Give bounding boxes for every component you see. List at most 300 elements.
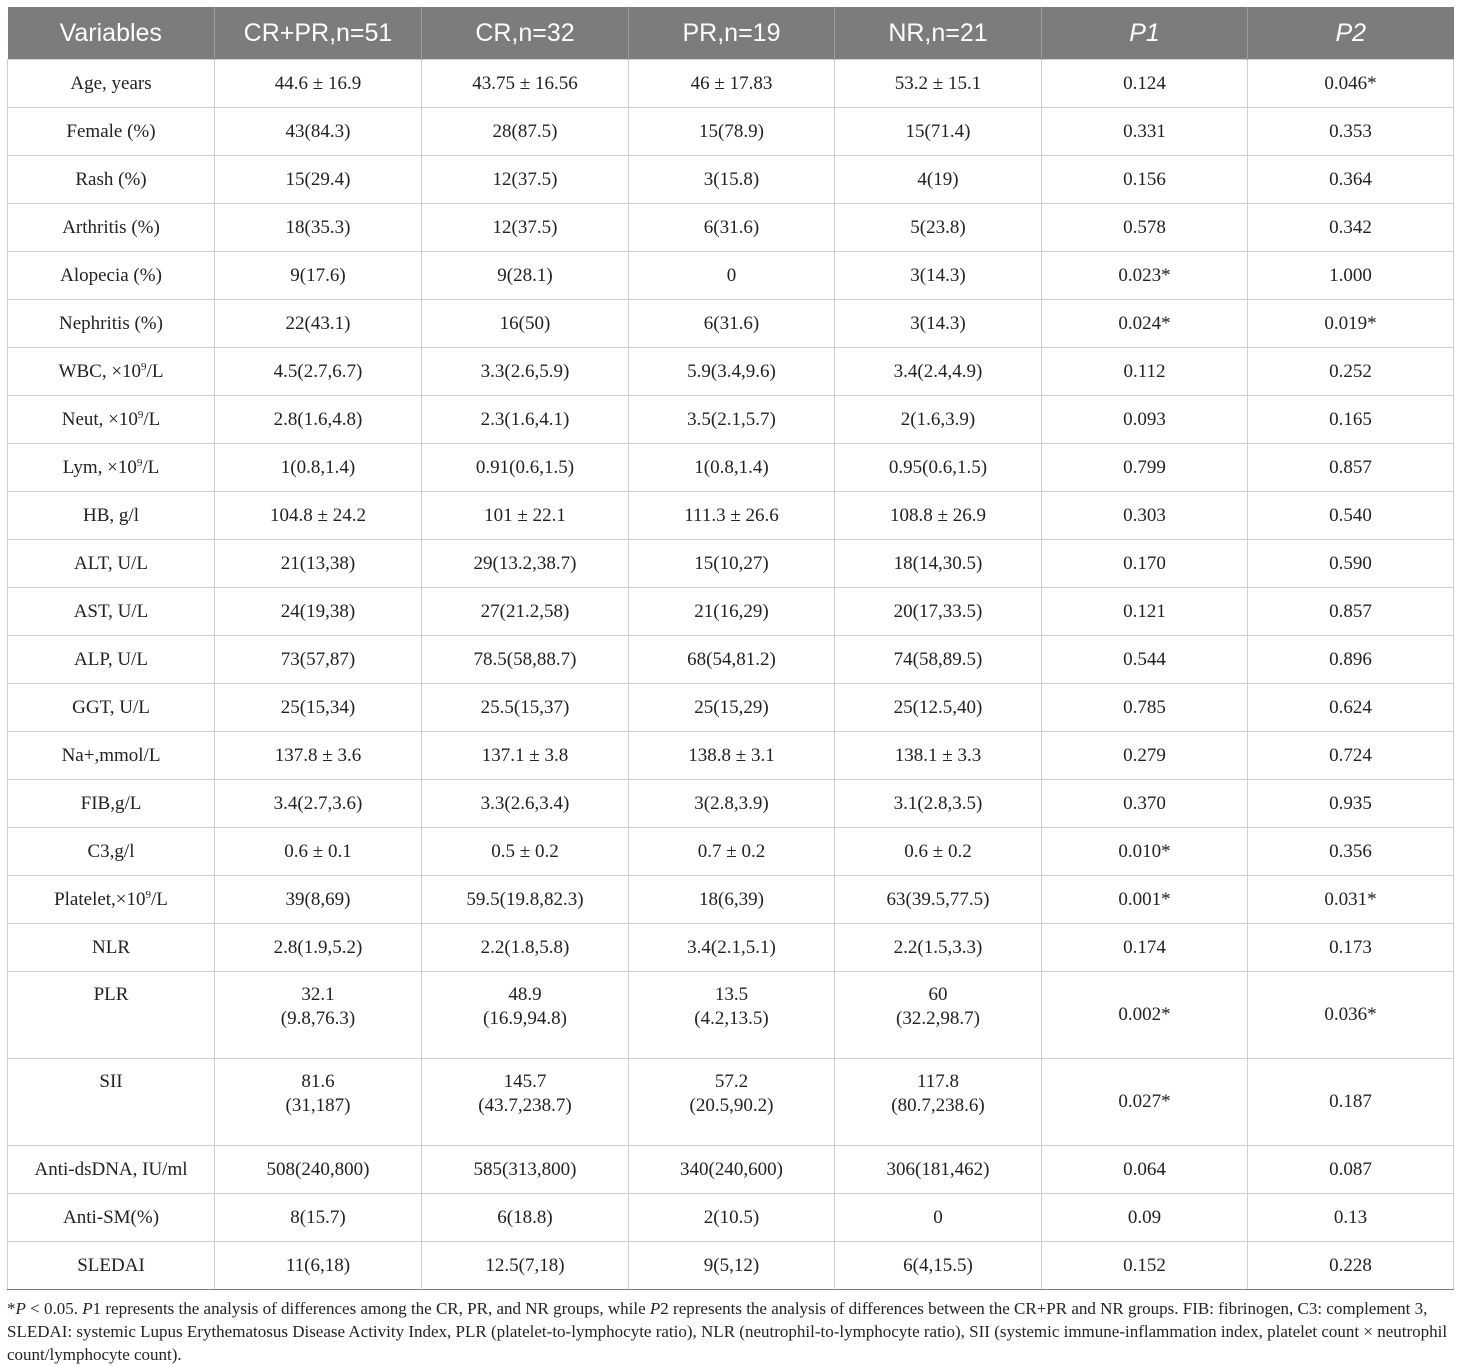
value-line: 6(31.6): [703, 312, 760, 334]
row-variable-name: [8, 348, 215, 396]
value-line: 585(313,800): [473, 1158, 577, 1180]
p1-value-cell: 0.024*: [1042, 300, 1248, 348]
value-cell-nr: [835, 684, 1042, 732]
value-line: 27(21.2,58): [480, 600, 570, 622]
value-range-line: (4.2,13.5): [694, 1008, 769, 1029]
value-range-line: (31,187): [285, 1095, 351, 1116]
value-line: 13.5: [714, 984, 749, 1005]
value-cell-cr: [422, 1146, 629, 1194]
value-line: 68(54,81.2): [687, 648, 776, 670]
value-line: 3.1(2.8,3.5): [893, 792, 983, 814]
value-line: 3.3(2.6,5.9): [480, 360, 570, 382]
value-line: 9(28.1): [497, 264, 553, 286]
value-cell-pr: [629, 636, 835, 684]
p1-value-cell: 0.331: [1042, 108, 1248, 156]
variable-label: FIB,g/L: [80, 792, 142, 814]
table-row: [8, 972, 1454, 1059]
value-cell-crpr: [215, 972, 422, 1059]
value-line: 3(15.8): [703, 168, 760, 190]
value-line: 145.7: [503, 1071, 547, 1092]
variable-label: HB, g/l: [83, 504, 139, 526]
value-cell-cr: [422, 876, 629, 924]
value-cell-crpr: [215, 1146, 422, 1194]
table-row: [8, 876, 1454, 924]
variable-label: Neut, ×10: [61, 408, 138, 430]
value-line: 5.9(3.4,9.6): [687, 360, 776, 382]
value-cell-pr: [629, 492, 835, 540]
variable-label: AST, U/L: [73, 600, 149, 622]
value-line: 9(17.6): [290, 264, 346, 286]
footnote-p1-text: 1 represents the analysis of differences among the CR, PR, and NR groups, while: [92, 1299, 650, 1318]
value-cell-crpr: [215, 588, 422, 636]
variable-unit-suffix: /L: [142, 456, 160, 478]
value-line: 3(2.8,3.9): [694, 792, 769, 814]
table-body: [8, 60, 1454, 1290]
value-cell-nr: [835, 636, 1042, 684]
p2-value-cell: 0.087: [1248, 1146, 1454, 1194]
value-line: 306(181,462): [886, 1158, 990, 1180]
value-cell-crpr: [215, 1194, 422, 1242]
variable-label: GGT, U/L: [72, 696, 150, 718]
value-line: 0.5 ± 0.2: [491, 840, 559, 862]
value-line: 12(37.5): [492, 216, 558, 238]
value-cell-nr: [835, 876, 1042, 924]
value-line: 43.75 ± 16.56: [472, 72, 578, 94]
value-line: 12(37.5): [492, 168, 558, 190]
p2-value-cell: 0.857: [1248, 588, 1454, 636]
row-variable-name: [8, 204, 215, 252]
value-line: 48.9: [508, 984, 542, 1005]
variable-label: Female (%): [66, 120, 156, 142]
value-line: 74(58,89.5): [893, 648, 983, 670]
value-line: 8(15.7): [290, 1206, 346, 1228]
value-cell-cr: [422, 972, 629, 1059]
table-row: [8, 348, 1454, 396]
value-line: 29(13.2,38.7): [473, 552, 577, 574]
value-line: 18(6,39): [699, 888, 764, 910]
value-line: 15(29.4): [285, 168, 351, 190]
value-cell-nr: [835, 1146, 1042, 1194]
value-cell-crpr: [215, 828, 422, 876]
table-row: [8, 732, 1454, 780]
value-cell-crpr: [215, 780, 422, 828]
footnote-p-threshold: < 0.05.: [25, 1299, 83, 1318]
table-row: [8, 252, 1454, 300]
table-row: [8, 444, 1454, 492]
value-line: 6(18.8): [497, 1206, 553, 1228]
row-variable-name: [8, 636, 215, 684]
value-cell-cr: [422, 492, 629, 540]
value-line: 25(15,34): [280, 696, 356, 718]
p2-value-cell: 1.000: [1248, 252, 1454, 300]
value-line: 43(84.3): [285, 120, 351, 142]
p1-value-cell: 0.093: [1042, 396, 1248, 444]
value-cell-pr: [629, 1146, 835, 1194]
value-cell-cr: [422, 636, 629, 684]
p2-value-cell: 0.228: [1248, 1242, 1454, 1290]
value-line: 4.5(2.7,6.7): [273, 360, 363, 382]
p1-value-cell: 0.152: [1042, 1242, 1248, 1290]
p1-value-cell: 0.174: [1042, 924, 1248, 972]
value-cell-cr: [422, 156, 629, 204]
p2-value-cell: 0.935: [1248, 780, 1454, 828]
value-line: 18(14,30.5): [893, 552, 983, 574]
value-line: 2.3(1.6,4.1): [480, 408, 570, 430]
p1-value-cell: 0.799: [1042, 444, 1248, 492]
table-row: [8, 108, 1454, 156]
value-cell-pr: [629, 204, 835, 252]
p2-value-cell: 0.857: [1248, 444, 1454, 492]
row-variable-name: [8, 828, 215, 876]
variable-label: ALT, U/L: [74, 552, 148, 574]
value-cell-crpr: [215, 924, 422, 972]
table-row: [8, 1194, 1454, 1242]
value-line: 3.4(2.4,4.9): [893, 360, 983, 382]
value-cell-cr: [422, 828, 629, 876]
value-cell-nr: [835, 444, 1042, 492]
value-cell-crpr: [215, 540, 422, 588]
value-line: 0.7 ± 0.2: [697, 840, 766, 862]
value-cell-pr: [629, 540, 835, 588]
value-cell-cr: [422, 108, 629, 156]
value-cell-nr: [835, 828, 1042, 876]
value-cell-crpr: [215, 732, 422, 780]
p1-value-cell: 0.544: [1042, 636, 1248, 684]
value-line: 18(35.3): [285, 216, 351, 238]
value-cell-nr: [835, 1194, 1042, 1242]
value-range-line: (32.2,98.7): [896, 1008, 980, 1029]
value-cell-cr: [422, 348, 629, 396]
value-cell-pr: [629, 396, 835, 444]
variable-label: NLR: [92, 936, 130, 958]
p1-value-cell: 0.785: [1042, 684, 1248, 732]
header-row: [8, 7, 1454, 60]
value-line: 25(12.5,40): [893, 696, 983, 718]
variable-label: WBC, ×10: [58, 360, 142, 382]
p2-value-cell: 0.046*: [1248, 60, 1454, 108]
value-cell-cr: [422, 540, 629, 588]
value-line: 138.8 ± 3.1: [688, 744, 775, 766]
variable-exponent: 9: [136, 456, 143, 469]
value-cell-cr: [422, 588, 629, 636]
p2-value-cell: 0.724: [1248, 732, 1454, 780]
p2-value-cell: 0.540: [1248, 492, 1454, 540]
variable-label: SLEDAI: [77, 1254, 145, 1276]
row-variable-name: [8, 876, 215, 924]
header-variables: Variables: [8, 7, 215, 60]
value-cell-cr: [422, 252, 629, 300]
value-line: 137.8 ± 3.6: [274, 744, 362, 766]
p1-value-cell: 0.027*: [1042, 1059, 1248, 1146]
row-variable-name: [8, 300, 215, 348]
value-line: 111.3 ± 26.6: [684, 504, 779, 526]
value-line: 60: [928, 984, 948, 1005]
value-line: 2.8(1.9,5.2): [273, 936, 363, 958]
p2-value-cell: 0.624: [1248, 684, 1454, 732]
value-cell-cr: [422, 780, 629, 828]
value-cell-pr: [629, 1242, 835, 1290]
p2-value-cell: 0.353: [1248, 108, 1454, 156]
value-line: 28(87.5): [492, 120, 558, 142]
value-cell-nr: [835, 972, 1042, 1059]
value-line: 44.6 ± 16.9: [274, 72, 362, 94]
value-cell-pr: [629, 156, 835, 204]
table-row: [8, 156, 1454, 204]
value-line: 32.1: [301, 984, 335, 1005]
footnote-p1-symbol: P: [82, 1299, 93, 1318]
row-variable-name: [8, 732, 215, 780]
value-cell-nr: [835, 156, 1042, 204]
value-cell-pr: [629, 1194, 835, 1242]
footnote-star: *: [7, 1299, 16, 1318]
p2-value-cell: 0.364: [1248, 156, 1454, 204]
row-variable-name: [8, 588, 215, 636]
variable-label: Anti-dsDNA, IU/ml: [34, 1158, 188, 1180]
value-cell-pr: [629, 60, 835, 108]
value-line: 2.2(1.5,3.3): [893, 936, 983, 958]
value-line: 73(57,87): [280, 648, 356, 670]
value-cell-cr: [422, 444, 629, 492]
p2-value-cell: 0.252: [1248, 348, 1454, 396]
value-cell-pr: [629, 1059, 835, 1146]
value-cell-nr: [835, 732, 1042, 780]
value-line: 6(4,15.5): [903, 1254, 973, 1276]
table-row: [8, 60, 1454, 108]
value-cell-crpr: [215, 348, 422, 396]
row-variable-name: [8, 1194, 215, 1242]
value-cell-nr: [835, 396, 1042, 444]
value-line: 57.2: [714, 1071, 749, 1092]
value-line: 2(1.6,3.9): [900, 408, 976, 430]
value-line: 22(43.1): [285, 312, 351, 334]
value-cell-nr: [835, 924, 1042, 972]
value-cell-pr: [629, 876, 835, 924]
variable-label: Platelet,×10: [54, 888, 146, 910]
value-line: 3.4(2.1,5.1): [687, 936, 776, 958]
value-cell-nr: [835, 60, 1042, 108]
table-header: [8, 7, 1454, 60]
value-cell-pr: [629, 300, 835, 348]
value-line: 0.91(0.6,1.5): [475, 456, 575, 478]
variable-exponent: 9: [141, 360, 147, 373]
p2-value-cell: 0.187: [1248, 1059, 1454, 1146]
p1-value-cell: 0.010*: [1042, 828, 1248, 876]
variable-unit-suffix: /L: [151, 888, 168, 910]
p1-value-cell: 0.121: [1042, 588, 1248, 636]
variable-label: ALP, U/L: [74, 648, 148, 670]
value-line: 21(16,29): [694, 600, 769, 622]
value-cell-crpr: [215, 396, 422, 444]
value-cell-pr: [629, 444, 835, 492]
variable-label: Rash (%): [75, 168, 147, 190]
value-line: 15(78.9): [699, 120, 764, 142]
value-cell-pr: [629, 684, 835, 732]
value-range-line: (9.8,76.3): [280, 1008, 356, 1029]
row-variable-name: [8, 60, 215, 108]
p1-value-cell: 0.023*: [1042, 252, 1248, 300]
value-line: 0: [726, 264, 737, 286]
header-p1: P1: [1042, 7, 1248, 60]
variable-exponent: 9: [137, 408, 144, 421]
p2-value-cell: 0.356: [1248, 828, 1454, 876]
variable-label: Alopecia (%): [60, 264, 162, 286]
table-row: [8, 588, 1454, 636]
table-row: [8, 204, 1454, 252]
value-line: 25(15,29): [694, 696, 769, 718]
value-cell-crpr: [215, 492, 422, 540]
variable-unit-suffix: /L: [146, 360, 164, 382]
variable-label: C3,g/l: [87, 840, 135, 862]
value-line: 12.5(7,18): [485, 1254, 565, 1276]
value-cell-crpr: [215, 156, 422, 204]
value-cell-crpr: [215, 1242, 422, 1290]
row-variable-name: [8, 972, 215, 1059]
value-cell-cr: [422, 732, 629, 780]
value-line: 6(31.6): [703, 216, 760, 238]
value-line: 2(10.5): [703, 1206, 760, 1228]
p1-value-cell: 0.279: [1042, 732, 1248, 780]
row-variable-name: [8, 540, 215, 588]
value-cell-nr: [835, 108, 1042, 156]
results-table: [7, 7, 1454, 1290]
value-cell-nr: [835, 1059, 1042, 1146]
variable-label: Lym, ×10: [62, 456, 137, 478]
value-cell-pr: [629, 780, 835, 828]
value-line: 20(17,33.5): [893, 600, 983, 622]
value-line: 4(19): [917, 168, 959, 190]
value-cell-crpr: [215, 204, 422, 252]
p1-value-cell: 0.09: [1042, 1194, 1248, 1242]
value-line: 9(5,12): [703, 1254, 760, 1276]
table-row: [8, 684, 1454, 732]
p2-value-cell: 0.036*: [1248, 972, 1454, 1059]
table-row: [8, 300, 1454, 348]
value-line: 340(240,600): [680, 1158, 783, 1180]
value-cell-nr: [835, 300, 1042, 348]
value-line: 104.8 ± 24.2: [270, 504, 366, 526]
value-line: 81.6: [301, 1071, 335, 1092]
value-line: 3.5(2.1,5.7): [687, 408, 776, 430]
value-cell-crpr: [215, 108, 422, 156]
value-cell-cr: [422, 684, 629, 732]
value-line: 1(0.8,1.4): [694, 456, 769, 478]
value-line: 117.8: [916, 1071, 960, 1092]
header-p2: P2: [1248, 7, 1454, 60]
row-variable-name: [8, 684, 215, 732]
value-line: 25.5(15,37): [480, 696, 570, 718]
table-row: [8, 540, 1454, 588]
row-variable-name: [8, 780, 215, 828]
value-cell-crpr: [215, 252, 422, 300]
value-line: 137.1 ± 3.8: [481, 744, 569, 766]
p1-value-cell: 0.112: [1042, 348, 1248, 396]
value-range-line: (43.7,238.7): [478, 1095, 572, 1116]
header-cr: CR,n=32: [422, 7, 629, 60]
footnote-p2-text: 2 represents the analysis of differences between the CR+PR and NR groups. FIB: fibrinogen, C3: complement 3, SLEDAI: systemic Lupus Erythematosus Disease Activity Index, PLR (platelet-to-lymphocyte ratio), NLR (neutrophil-to-lymphocyte ratio), SII (systemic immune-inflammation index, platelet count × neutrophil count/lymphocyte count).: [7, 1299, 1448, 1364]
p2-value-cell: 0.019*: [1248, 300, 1454, 348]
variable-label: Age, years: [70, 72, 152, 94]
value-line: 0.6 ± 0.2: [904, 840, 972, 862]
value-line: 108.8 ± 26.9: [890, 504, 986, 526]
row-variable-name: [8, 108, 215, 156]
p2-value-cell: 0.342: [1248, 204, 1454, 252]
value-cell-cr: [422, 60, 629, 108]
variable-exponent: 9: [145, 888, 152, 901]
value-line: 63(39.5,77.5): [886, 888, 990, 910]
value-line: 5(23.8): [910, 216, 966, 238]
table-row: [8, 1146, 1454, 1194]
value-cell-pr: [629, 828, 835, 876]
table-row: [8, 492, 1454, 540]
value-cell-nr: [835, 204, 1042, 252]
value-line: 508(240,800): [266, 1158, 370, 1180]
value-line: 3.3(2.6,3.4): [480, 792, 570, 814]
header-crpr: CR+PR,n=51: [215, 7, 422, 60]
value-cell-crpr: [215, 876, 422, 924]
value-range-line: (80.7,238.6): [891, 1095, 985, 1116]
table-footnote: [7, 1297, 1453, 1366]
variable-label: Nephritis (%): [59, 312, 163, 334]
variable-label: Arthritis (%): [62, 216, 160, 238]
value-cell-nr: [835, 348, 1042, 396]
value-cell-pr: [629, 588, 835, 636]
value-line: 11(6,18): [285, 1254, 351, 1276]
value-cell-cr: [422, 396, 629, 444]
value-cell-crpr: [215, 1059, 422, 1146]
p1-value-cell: 0.303: [1042, 492, 1248, 540]
p2-value-cell: 0.13: [1248, 1194, 1454, 1242]
value-line: 53.2 ± 15.1: [894, 72, 982, 94]
value-cell-nr: [835, 1242, 1042, 1290]
table-container: [7, 7, 1453, 1366]
row-variable-name: [8, 444, 215, 492]
value-line: 15(71.4): [905, 120, 971, 142]
variable-label: Na+,mmol/L: [61, 744, 161, 766]
table-row: [8, 1059, 1454, 1146]
value-cell-cr: [422, 1194, 629, 1242]
value-cell-crpr: [215, 684, 422, 732]
p1-value-cell: 0.578: [1042, 204, 1248, 252]
value-cell-nr: [835, 780, 1042, 828]
value-cell-pr: [629, 108, 835, 156]
variable-unit-suffix: /L: [143, 408, 161, 430]
value-range-line: (20.5,90.2): [689, 1095, 774, 1116]
p1-value-cell: 0.064: [1042, 1146, 1248, 1194]
row-variable-name: [8, 396, 215, 444]
p2-value-cell: 0.590: [1248, 540, 1454, 588]
table-row: [8, 924, 1454, 972]
value-line: 3(14.3): [910, 312, 966, 334]
value-line: 138.1 ± 3.3: [894, 744, 982, 766]
row-variable-name: [8, 1059, 215, 1146]
p2-value-cell: 0.896: [1248, 636, 1454, 684]
value-line: 15(10,27): [694, 552, 769, 574]
p2-value-cell: 0.031*: [1248, 876, 1454, 924]
p1-value-cell: 0.170: [1042, 540, 1248, 588]
footnote-p2-symbol: P: [649, 1299, 661, 1318]
p1-value-cell: 0.370: [1042, 780, 1248, 828]
value-cell-pr: [629, 732, 835, 780]
value-cell-nr: [835, 540, 1042, 588]
row-variable-name: [8, 492, 215, 540]
value-range-line: (16.9,94.8): [483, 1008, 567, 1029]
value-cell-pr: [629, 252, 835, 300]
table-row: [8, 780, 1454, 828]
value-cell-crpr: [215, 300, 422, 348]
variable-label: PLR: [93, 984, 129, 1005]
header-pr: PR,n=19: [629, 7, 835, 60]
value-cell-nr: [835, 492, 1042, 540]
